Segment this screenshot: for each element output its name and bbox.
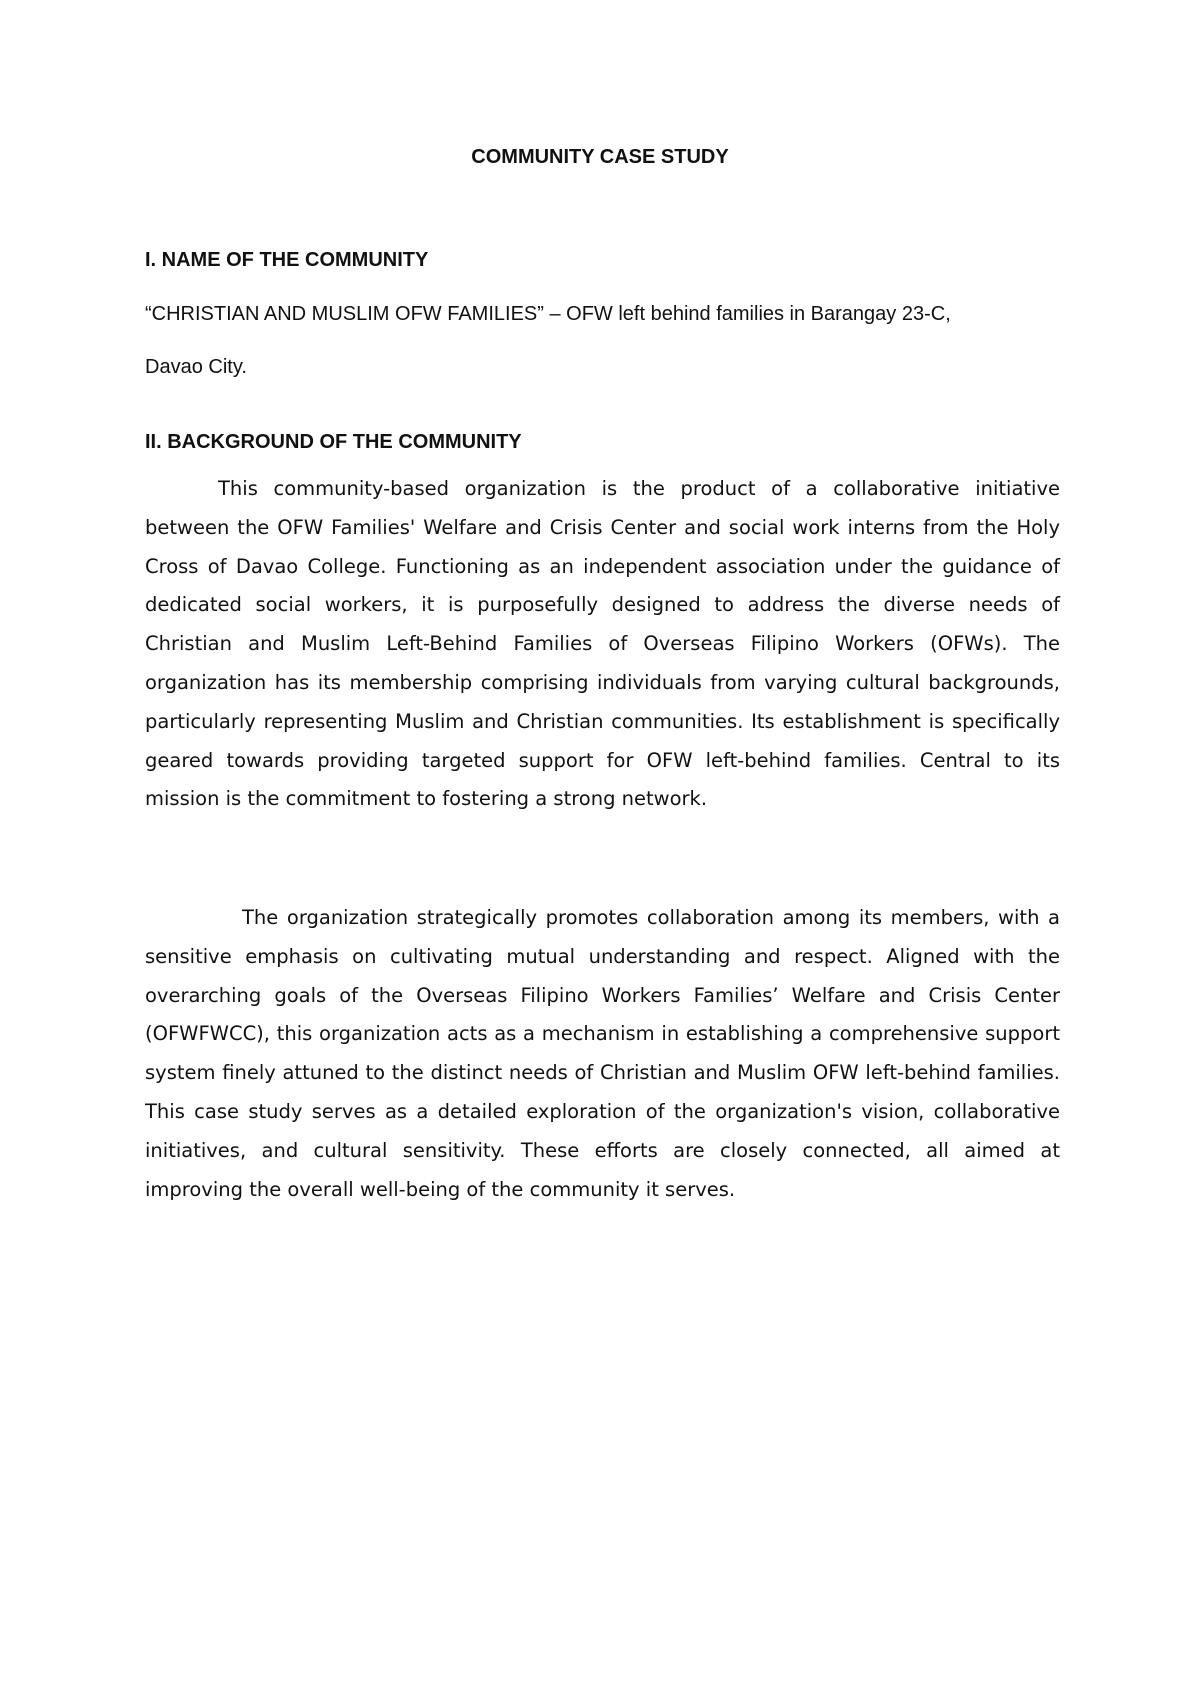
document-title: COMMUNITY CASE STUDY (471, 146, 729, 168)
background-paragraph-1: This community-based organization is the product of a collaborative initiative between the OFW Families' Welfare and Crisis Center and social work interns from the Holy Cross of Davao College. Functioning as an independent association under the guidance of dedicated social workers, it is purposefully designed to address the diverse needs of Christian and Muslim Left-Behind Families of Overseas Filipino Workers (OFWs). The organization has its membership comprising individuals from varying cultural backgrounds, particularly representing Muslim and Christian communities. Its establishment is specifically geared towards providing targeted support for OFW left-behind families. Central to its mission is the commitment to fostering a strong network. (145, 477, 1060, 811)
background-paragraph-2: The organization strategically promotes collaboration among its members, with a sensitive emphasis on cultivating mutual understanding and respect. Aligned with the overarching goals of the Overseas Filipino Workers Families’ Welfare and Crisis Center (OFWFWCC), this organization acts as a mechanism in establishing a comprehensive support system finely attuned to the distinct needs of Christian and Muslim OFW left-behind families. This case study serves as a detailed exploration of the organization's vision, collaborative initiatives, and cultural sensitivity. These efforts are closely connected, all aimed at improving the overall well-being of the community it serves. (145, 906, 1060, 1201)
section-heading-name: I. NAME OF THE COMMUNITY (145, 249, 429, 271)
community-location-line: Davao City. (145, 356, 247, 378)
section-heading-background: II. BACKGROUND OF THE COMMUNITY (145, 431, 522, 453)
community-name-line: “CHRISTIAN AND MUSLIM OFW FAMILIES” – OFW left behind families in Barangay 23-C, (145, 303, 951, 325)
